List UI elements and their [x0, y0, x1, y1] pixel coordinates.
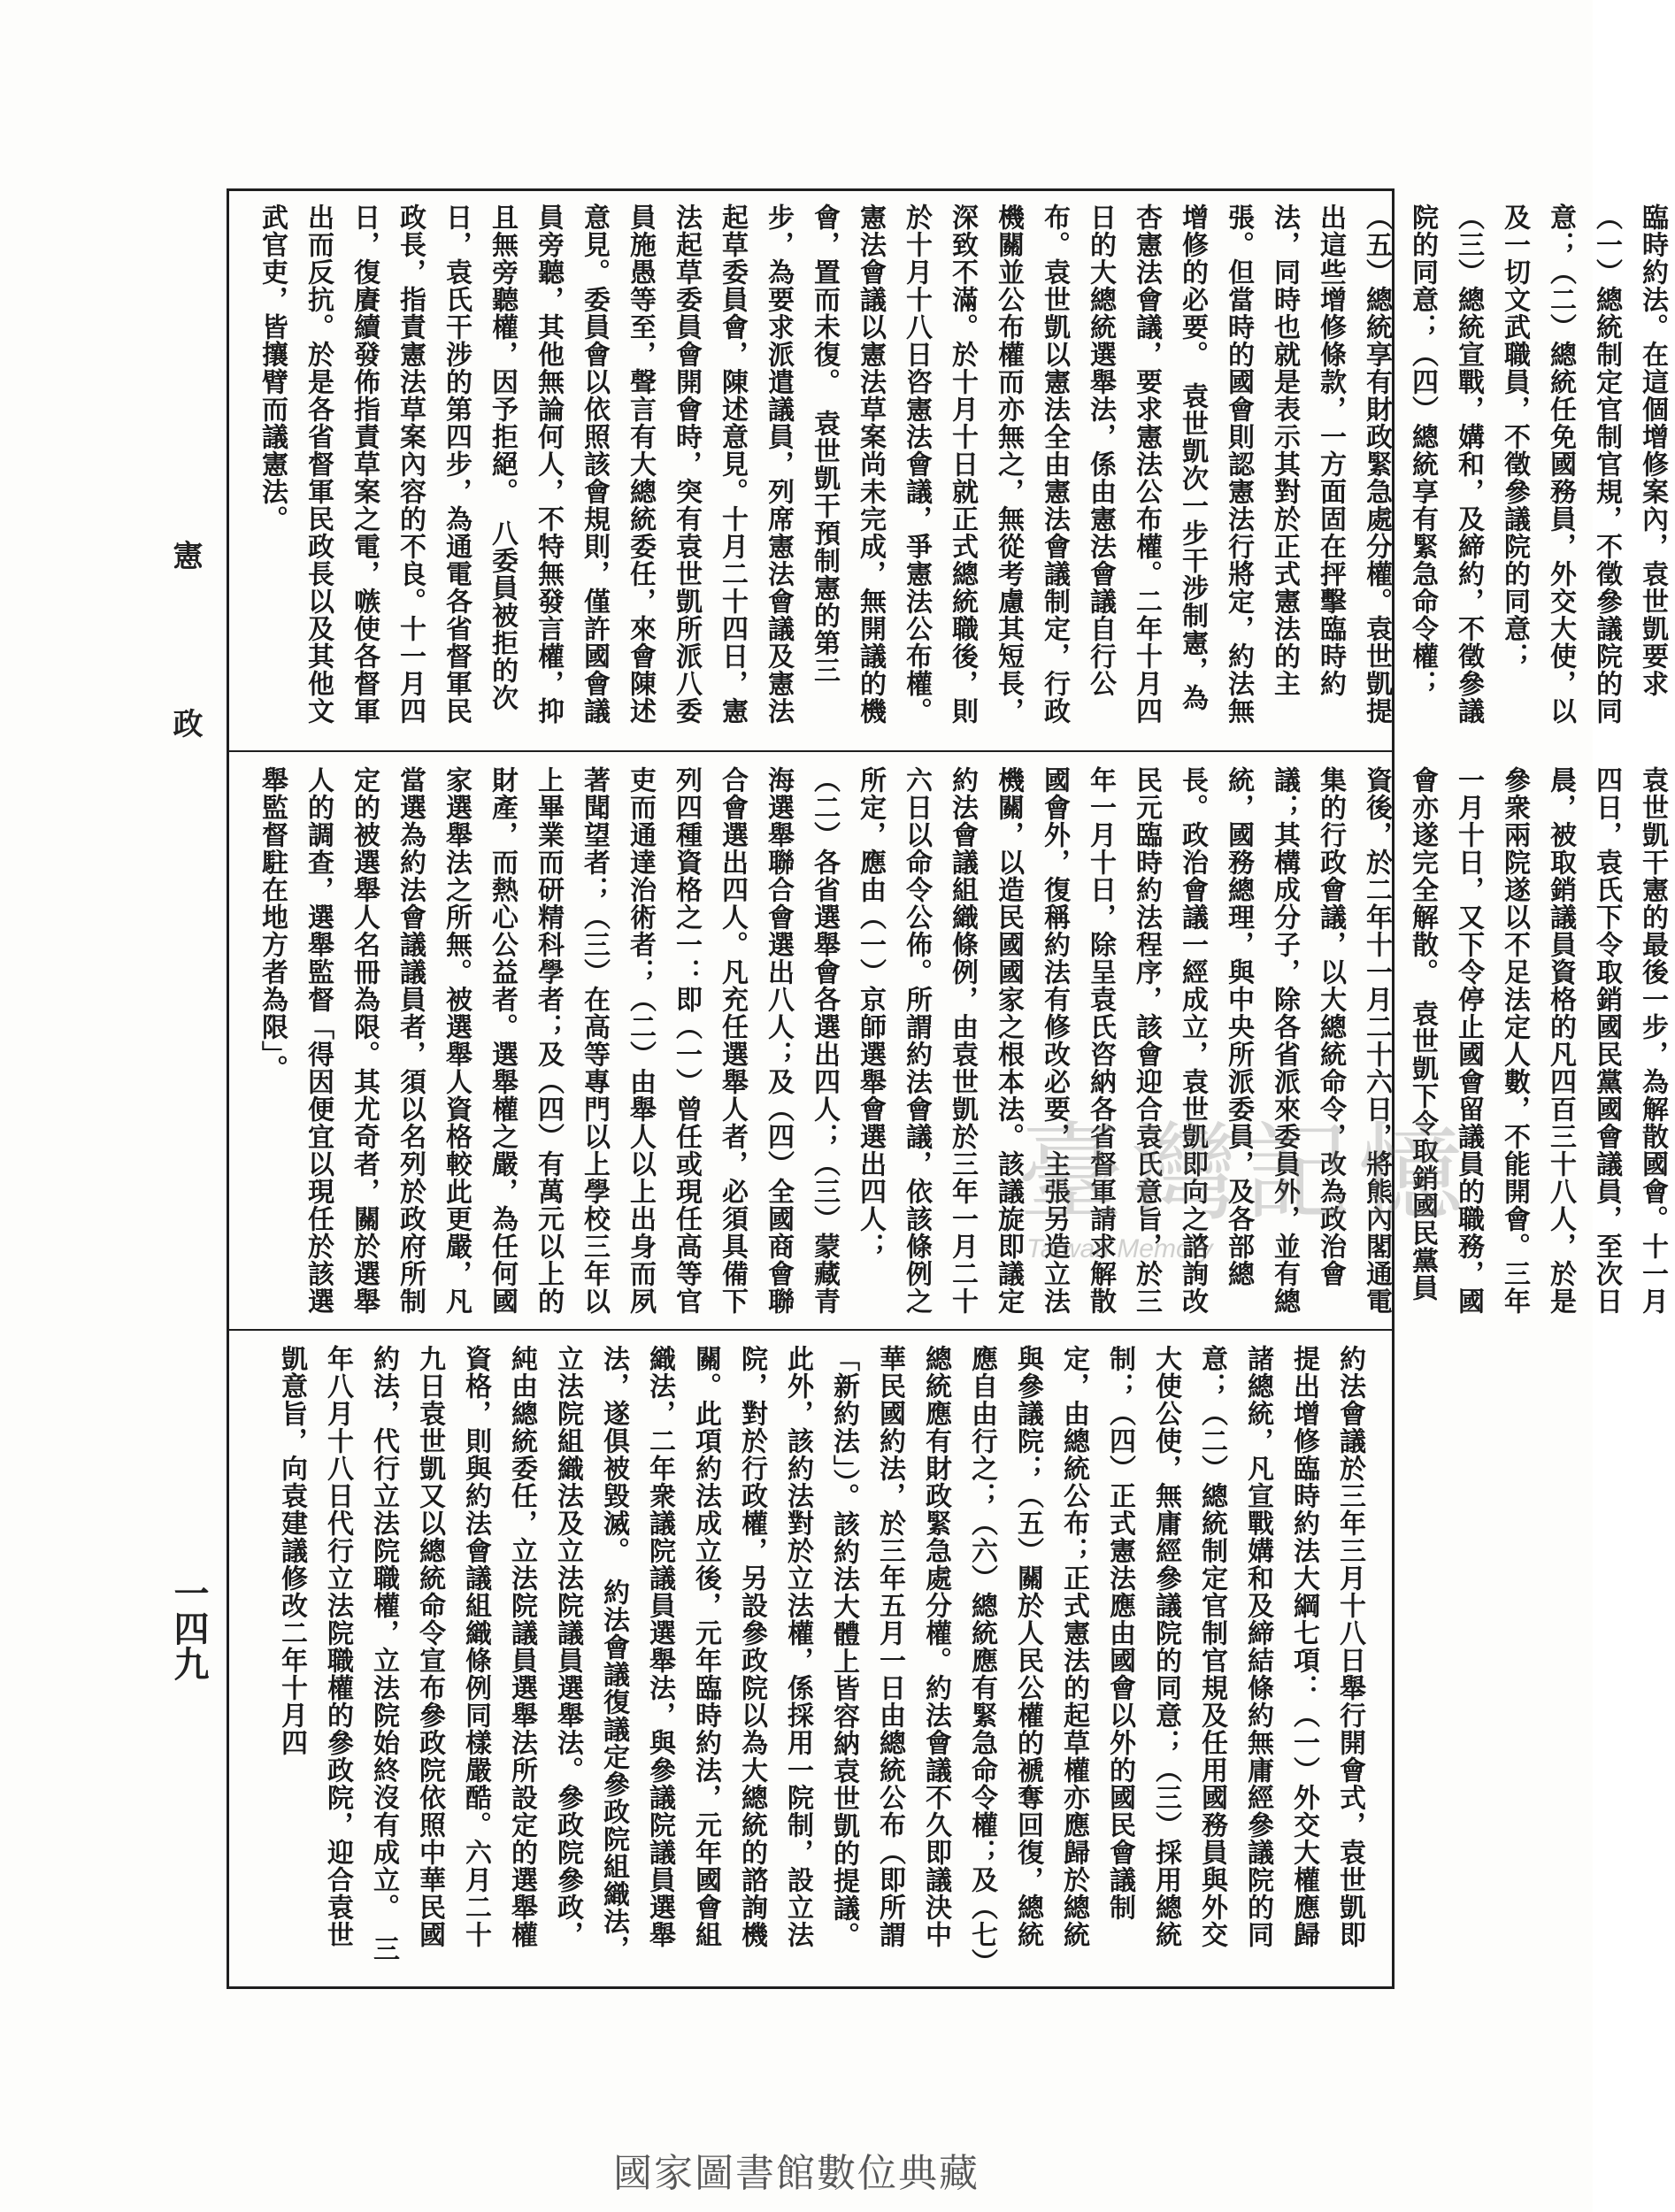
divider-lower [229, 1329, 1392, 1331]
paragraph-middle: 袁世凱干憲的最後一步，為解散國會。十一月四日，袁氏下令取銷國民黨國會議員，至次日晨，被取銷議員資格的凡四百三十八人，於是參衆兩院遂以不足法定人數，不能開會。三年一月十日，又下令停止國會留議員的職務，國會亦遂完全解散。 袁世凱下令取銷國民黨員資後，於二年十一月二十六日，將熊內閣通電集的行政會議，以大總統命令，改為政治會議；其構成分子，除各省派來委員外，並有總統，國務總理，與中央所派委員，及各部總長。政治會議一經成立，袁世凱即向之諮詢改民元臨時約法程序，該會迎合袁氏意旨，於三年一月十日，除呈袁氏咨納各省督軍請求解散國會外，復稱約法有修改必要，主張另造立法機關，以造民國國家之根本法。該議旋即議定約法會議組織條例，由袁世凱於三年一月二十六日以命令公佈。所謂約法會議，依該條例之所定，應由（一）京師選舉會選出四人；（二）各省選舉會各選出四人；（三）蒙藏青海選舉聯合會選出八人；及（四）全國商會聯合會選出四人。凡充任選舉人者，必須具備下列四種資格之一：即（一）曾任或現任高等官吏而通達治術者；（二）由舉人以上出身而夙著聞望者；（三）在高等專門以上學校三年以上畢業而研精科學者；及（四）有萬元以上的財產，而熱心公益者。選舉權之嚴，為任何國家選舉法之所無。被選舉人資格較此更嚴，凡當選為約法會議議員者，須以名列於政府所制定的被選舉人名冊為限。其尤奇者，關於選舉人的調查，選舉監督「得因便宜以現任於該選舉監督駐在地方者為限」。 [257, 766, 1668, 1315]
running-header-char-2: 政 [167, 708, 203, 738]
divider-upper [229, 750, 1392, 752]
paragraph-top: 臨時約法。在這個增修案內，袁世凱要求（一）總統制定官制官規，不徵參議院的同意；（二）總統任免國務員，外交大使，以及一切文武職員，不徵參議院的同意；（三）總統宣戰，媾和，及締約，不徵參議院的同意；（四）總統享有緊急命令權；（五）總統享有財政緊急處分權。袁世凱提出這些增修條款，一方面固在抨擊臨時約法，同時也就是表示其對於正式憲法的主張。但當時的國會則認憲法行將定，約法無增修的必要。 袁世凱次一步干涉制憲，為杏憲法會議，要求憲法公布權。二年十月四日的大總統選舉法，係由憲法會議自行公布。袁世凱以憲法全由憲法會議制定，行政機關並公布權而亦無之，無從考慮其短長，深致不滿。於十月十日就正式總統職後，則於十月十八日咨憲法會議，爭憲法公布權。憲法會議以憲法草案尚未完成，無開議的機會，置而未復。 袁世凱干預制憲的第三步，為要求派遣議員，列席憲法會議及憲法起草委員會，陳述意見。十月二十四日，憲法起草委員會開會時，突有袁世凱所派八委員施愚等至，聲言有大總統委任，來會陳述意見。委員會以依照該會規則，僅許國會議員旁聽，其他無論何人，不特無發言權，抑且無旁聽權，因予拒絕。 八委員被拒的次日，袁氏干涉的第四步，為通電各省督軍民政長，指責憲法草案內容的不良。十一月四日，復賡續發佈指責草案之電，嗾使各督軍出而反抗。於是各省督軍民政長以及其他文武官吏，皆攘臂而議憲法。 [257, 204, 1668, 725]
text-block-bottom [249, 1345, 1372, 1975]
watermark-logo: 臺灣記憶 [1018, 1112, 1471, 1235]
page-number: 一四九 [168, 1575, 210, 1681]
watermark-subtext: Taiwan Memory [1026, 1234, 1213, 1263]
paragraph-bottom: 約法會議於三年三月十八日舉行開會式，袁世凱即提出增修臨時約法大綱七項：（一）外交大權應歸諸總統，凡宣戰媾和及締結條約無庸經參議院的同意；（二）總統制定官制官規及任用國務員與外交大使公使，無庸經參議院的同意；（三）採用總統制；（四）正式憲法應由國會以外的國民會議制定，由總統公布；正式憲法的起草權亦應歸於總統與參議院；（五）關於人民公權的褫奪回復，總統應自由行之；（六）總統應有緊急命令權；及（七）總統應有財政緊急處分權。約法會議不久即議決中華民國約法，於三年五月一日由總統公布（即所謂「新約法」）。該約法大體上皆容納袁世凱的提議。此外，該約法對於立法權，係採用一院制，設立法院，對於行政權，另設參政院以為大總統的諮詢機關。此項約法成立後，元年臨時約法，元年國會組織法，二年衆議院議員選舉法，與參議院議員選舉法，遂俱被毀滅。 約法會議復議定參政院組織法，立法院組織法及立法院議員選舉法。參政院參政，純由總統委任，立法院議員選舉法所設定的選舉權資格，則與約法會議組織條例同樣嚴酷。六月二十九日袁世凱又以總統命令宣布參政院依照中華民國約法，代行立法院職權，立法院始終沒有成立。 三年八月十八日代行立法院職權的參政院，迎合袁世凱意旨，向袁建議修改二年十月四 [276, 1345, 1365, 1962]
text-block-top [249, 204, 1668, 734]
running-header-char-1: 憲 [167, 540, 203, 570]
footer-caption: 國家圖書館數位典藏 [613, 2151, 980, 2196]
